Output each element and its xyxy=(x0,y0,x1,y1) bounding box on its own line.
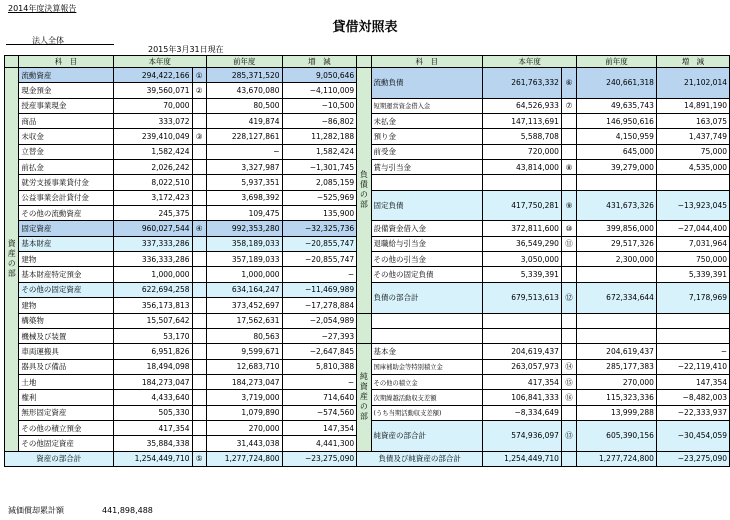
right-item-change: −22,333,937 xyxy=(656,405,729,420)
right-empty-cell xyxy=(561,328,576,343)
asset-change: −4,110,009 xyxy=(282,83,357,98)
asset-prior: − xyxy=(206,144,282,159)
right-item-name: 退職給与引当金 xyxy=(371,236,482,251)
asset-change: −86,802 xyxy=(282,114,357,129)
asset-name: 前払金 xyxy=(19,160,113,175)
asset-prior: 419,874 xyxy=(206,114,282,129)
right-item-change: −27,044,400 xyxy=(656,221,729,236)
right-item-current: 106,841,333 xyxy=(483,390,562,405)
asset-change: 4,441,300 xyxy=(282,436,357,451)
asset-current: 2,026,242 xyxy=(113,160,192,175)
asset-change: 1,582,424 xyxy=(282,144,357,159)
asset-mark: ④ xyxy=(192,221,206,236)
asset-name: その他の積立預金 xyxy=(19,420,113,435)
right-item-current: 679,513,613 xyxy=(483,282,562,313)
right-item-name: 賞与引当金 xyxy=(371,160,482,175)
right-item-prior: 39,279,000 xyxy=(577,160,657,175)
asset-mark: ① xyxy=(192,68,206,83)
asset-change: −20,855,747 xyxy=(282,252,357,267)
assets-side-label: 資産の部 xyxy=(5,68,19,452)
right-item-prior: 146,950,616 xyxy=(577,114,657,129)
grand-total-current: 1,254,449,710 xyxy=(483,451,562,466)
right-empty-cell xyxy=(483,175,562,190)
asset-mark xyxy=(192,390,206,405)
right-empty-cell xyxy=(371,175,482,190)
asset-change: 5,810,388 xyxy=(282,359,357,374)
asset-mark xyxy=(192,236,206,251)
right-item-mark: ⑫ xyxy=(561,282,576,313)
right-item-name: その他の固定負債 xyxy=(371,267,482,282)
asset-name: 権利 xyxy=(19,390,113,405)
right-item-change: 7,178,969 xyxy=(656,282,729,313)
asset-mark xyxy=(192,144,206,159)
asset-current: 417,354 xyxy=(113,420,192,435)
right-empty-cell xyxy=(577,175,657,190)
right-item-current: 204,619,437 xyxy=(483,344,562,359)
asset-prior: 80,500 xyxy=(206,98,282,113)
asset-current: 184,273,047 xyxy=(113,374,192,389)
right-item-prior: 204,619,437 xyxy=(577,344,657,359)
right-item-change: −8,482,003 xyxy=(656,390,729,405)
right-item-current: 574,936,097 xyxy=(483,420,562,451)
right-item-mark: ⑮ xyxy=(561,374,576,389)
header-item: 科 目 xyxy=(19,56,113,68)
asset-current: 8,022,510 xyxy=(113,175,192,190)
asset-name: 構築物 xyxy=(19,313,113,328)
asset-current: 333,072 xyxy=(113,114,192,129)
grand-total-change: −23,275,090 xyxy=(656,451,729,466)
right-item-name: 預り金 xyxy=(371,129,482,144)
asset-mark xyxy=(192,313,206,328)
asset-current: 18,494,098 xyxy=(113,359,192,374)
right-empty-cell xyxy=(371,313,482,328)
right-item-prior: 240,661,318 xyxy=(577,68,657,99)
right-item-mark xyxy=(561,252,576,267)
asset-name: 就労支援事業貸付金 xyxy=(19,175,113,190)
asset-name: 未収金 xyxy=(19,129,113,144)
right-item-name: 前受金 xyxy=(371,144,482,159)
asset-mark xyxy=(192,160,206,175)
header-spacer-right xyxy=(357,56,371,68)
right-item-mark: ⑨ xyxy=(561,190,576,221)
right-item-current: 5,339,391 xyxy=(483,267,562,282)
right-item-prior: 645,000 xyxy=(577,144,657,159)
right-item-name: 設備資金借入金 xyxy=(371,221,482,236)
asset-name: 建物 xyxy=(19,252,113,267)
right-item-mark xyxy=(561,144,576,159)
right-item-change: 21,102,014 xyxy=(656,68,729,99)
side-spacer xyxy=(357,313,371,344)
asset-prior: 43,670,080 xyxy=(206,83,282,98)
asset-name: 基本財産特定預金 xyxy=(19,267,113,282)
right-item-name: (うち当期活動収支差額) xyxy=(371,405,482,420)
right-item-name: その他の積立金 xyxy=(371,374,482,389)
right-item-change: 7,031,964 xyxy=(656,236,729,251)
entity-underline xyxy=(6,44,114,45)
right-empty-cell xyxy=(656,175,729,190)
balance-sheet-table xyxy=(4,55,730,467)
asset-change: −1,301,745 xyxy=(282,160,357,175)
asset-prior: 17,562,631 xyxy=(206,313,282,328)
right-item-prior: 49,635,743 xyxy=(577,98,657,113)
header-row xyxy=(5,56,730,68)
right-item-prior xyxy=(577,267,657,282)
right-empty-cell xyxy=(483,328,562,343)
right-item-name: 純資産の部合計 xyxy=(371,420,482,451)
right-item-name: その他の引当金 xyxy=(371,252,482,267)
asset-name: その他の固定資産 xyxy=(19,282,113,297)
right-item-mark: ⑥ xyxy=(561,68,576,99)
right-item-current: 720,000 xyxy=(483,144,562,159)
right-item-change: 163,075 xyxy=(656,114,729,129)
asset-mark xyxy=(192,267,206,282)
asset-name: 現金預金 xyxy=(19,83,113,98)
asset-mark xyxy=(192,298,206,313)
right-item-change: 750,000 xyxy=(656,252,729,267)
asset-current: 39,560,071 xyxy=(113,83,192,98)
right-item-change: 14,891,190 xyxy=(656,98,729,113)
right-item-name: 未払金 xyxy=(371,114,482,129)
right-empty-cell xyxy=(656,313,729,328)
right-item-prior: 270,000 xyxy=(577,374,657,389)
asset-name: 土地 xyxy=(19,374,113,389)
right-item-change: 4,535,000 xyxy=(656,160,729,175)
asset-current: 336,333,286 xyxy=(113,252,192,267)
page-title: 貸借対照表 xyxy=(332,20,398,35)
header-change: 増 減 xyxy=(282,56,357,68)
right-item-prior: 4,150,959 xyxy=(577,129,657,144)
right-empty-cell xyxy=(656,328,729,343)
right-item-prior: 431,673,326 xyxy=(577,190,657,221)
asset-prior: 228,127,861 xyxy=(206,129,282,144)
grand-total-name: 負債及び純資産の部合計 xyxy=(357,451,483,466)
asset-mark: ③ xyxy=(192,129,206,144)
asset-change: −525,969 xyxy=(282,190,357,205)
header-change-right: 増 減 xyxy=(656,56,729,68)
right-item-mark: ⑪ xyxy=(561,236,576,251)
asset-current: 35,884,338 xyxy=(113,436,192,451)
right-item-mark: ⑭ xyxy=(561,359,576,374)
asset-current: 70,000 xyxy=(113,98,192,113)
right-item-prior: 2,300,000 xyxy=(577,252,657,267)
right-item-change: −22,119,410 xyxy=(656,359,729,374)
asset-current: 356,173,813 xyxy=(113,298,192,313)
asset-current: 1,000,000 xyxy=(113,267,192,282)
right-item-name: 次期繰越活動収支差額 xyxy=(371,390,482,405)
asset-name: 授産事業現金 xyxy=(19,98,113,113)
asset-prior: 373,452,697 xyxy=(206,298,282,313)
header-prior-right: 前年度 xyxy=(577,56,657,68)
asset-prior: 1,079,890 xyxy=(206,405,282,420)
asset-current: 960,027,544 xyxy=(113,221,192,236)
asset-name: 公益事業会計貸付金 xyxy=(19,190,113,205)
right-item-prior: 399,856,000 xyxy=(577,221,657,236)
asset-mark xyxy=(192,359,206,374)
asset-change: 147,354 xyxy=(282,420,357,435)
asset-mark xyxy=(192,344,206,359)
totals-row xyxy=(5,451,730,466)
asset-name: その他固定資産 xyxy=(19,436,113,451)
assets-total-change: −23,275,090 xyxy=(282,451,357,466)
right-item-prior: 605,390,156 xyxy=(577,420,657,451)
asset-name: 機械及び装置 xyxy=(19,328,113,343)
asset-prior: 270,000 xyxy=(206,420,282,435)
asset-mark xyxy=(192,190,206,205)
right-item-change: − xyxy=(656,344,729,359)
asset-current: 15,507,642 xyxy=(113,313,192,328)
depreciation-value: 441,898,488 xyxy=(102,506,153,515)
right-empty-cell xyxy=(577,313,657,328)
asset-prior: 634,164,247 xyxy=(206,282,282,297)
asset-change: −2,647,845 xyxy=(282,344,357,359)
asset-prior: 3,698,392 xyxy=(206,190,282,205)
assets-total-prior: 1,277,724,800 xyxy=(206,451,282,466)
asset-mark xyxy=(192,206,206,221)
right-item-mark xyxy=(561,267,576,282)
right-item-name: 固定負債 xyxy=(371,190,482,221)
header-current: 本年度 xyxy=(113,56,206,68)
as-of-date: 2015年3月31日現在 xyxy=(148,45,224,54)
asset-change: −11,469,989 xyxy=(282,282,357,297)
asset-change: −20,855,747 xyxy=(282,236,357,251)
asset-current: 294,422,166 xyxy=(113,68,192,83)
asset-name: その他の流動資産 xyxy=(19,206,113,221)
asset-current: 505,330 xyxy=(113,405,192,420)
right-item-name: 負債の部合計 xyxy=(371,282,482,313)
asset-current: 3,172,423 xyxy=(113,190,192,205)
right-item-current: 64,526,933 xyxy=(483,98,562,113)
asset-current: 1,582,424 xyxy=(113,144,192,159)
asset-name: 車両運搬具 xyxy=(19,344,113,359)
header-spacer xyxy=(5,56,19,68)
right-item-current: 3,050,000 xyxy=(483,252,562,267)
right-item-name: 基本金 xyxy=(371,344,482,359)
asset-change: −10,500 xyxy=(282,98,357,113)
asset-change: − xyxy=(282,374,357,389)
right-item-mark xyxy=(561,129,576,144)
table-row xyxy=(5,344,730,359)
table-row xyxy=(5,313,730,328)
right-item-mark: ⑬ xyxy=(561,420,576,451)
asset-prior: 358,189,033 xyxy=(206,236,282,251)
asset-current: 6,951,826 xyxy=(113,344,192,359)
header-prior: 前年度 xyxy=(206,56,282,68)
entity-label: 法人全体 xyxy=(32,36,64,45)
right-empty-cell xyxy=(577,328,657,343)
right-item-prior: 672,334,644 xyxy=(577,282,657,313)
right-item-current: 5,588,708 xyxy=(483,129,562,144)
right-item-mark: ⑦ xyxy=(561,98,576,113)
right-item-change: −30,454,059 xyxy=(656,420,729,451)
right-item-mark xyxy=(561,405,576,420)
asset-mark xyxy=(192,282,206,297)
asset-mark xyxy=(192,436,206,451)
right-item-change: 5,339,391 xyxy=(656,267,729,282)
table-row xyxy=(5,68,730,83)
right-empty-cell xyxy=(561,313,576,328)
asset-name: 無形固定資産 xyxy=(19,405,113,420)
asset-current: 245,375 xyxy=(113,206,192,221)
asset-change: −32,325,736 xyxy=(282,221,357,236)
asset-change: 2,085,159 xyxy=(282,175,357,190)
header-current-right: 本年度 xyxy=(483,56,577,68)
asset-prior: 12,683,710 xyxy=(206,359,282,374)
right-item-prior: 285,177,383 xyxy=(577,359,657,374)
report-year-label: 2014年度決算報告 xyxy=(8,4,77,13)
asset-name: 建物 xyxy=(19,298,113,313)
right-item-name: 短期運営資金借入金 xyxy=(371,98,482,113)
asset-mark xyxy=(192,175,206,190)
asset-prior: 31,443,038 xyxy=(206,436,282,451)
right-item-mark: ⑩ xyxy=(561,221,576,236)
asset-current: 239,410,049 xyxy=(113,129,192,144)
asset-mark xyxy=(192,114,206,129)
asset-change: −574,560 xyxy=(282,405,357,420)
asset-prior: 5,937,351 xyxy=(206,175,282,190)
grand-total-prior: 1,277,724,800 xyxy=(577,451,657,466)
right-item-name: 流動負債 xyxy=(371,68,482,99)
right-item-mark xyxy=(561,114,576,129)
asset-name: 流動資産 xyxy=(19,68,113,83)
asset-prior: 1,000,000 xyxy=(206,267,282,282)
right-item-current: 263,057,973 xyxy=(483,359,562,374)
asset-prior: 3,719,000 xyxy=(206,390,282,405)
asset-prior: 80,563 xyxy=(206,328,282,343)
asset-mark xyxy=(192,420,206,435)
asset-prior: 184,273,047 xyxy=(206,374,282,389)
assets-total-current: 1,254,449,710 xyxy=(113,451,192,466)
asset-mark xyxy=(192,252,206,267)
right-item-current: 147,113,691 xyxy=(483,114,562,129)
net-assets-side-label: 純資産の部 xyxy=(357,344,371,451)
asset-prior: 109,475 xyxy=(206,206,282,221)
asset-prior: 357,189,033 xyxy=(206,252,282,267)
asset-mark xyxy=(192,328,206,343)
asset-change: 9,050,646 xyxy=(282,68,357,83)
liabilities-side-label: 負債の部 xyxy=(357,68,371,314)
right-item-current: 43,814,000 xyxy=(483,160,562,175)
asset-mark: ② xyxy=(192,83,206,98)
right-item-current: 417,354 xyxy=(483,374,562,389)
asset-current: 4,433,640 xyxy=(113,390,192,405)
right-item-mark: ⑯ xyxy=(561,390,576,405)
right-item-change: 75,000 xyxy=(656,144,729,159)
right-item-name: 国庫補助金等特別積立金 xyxy=(371,359,482,374)
asset-current: 53,170 xyxy=(113,328,192,343)
right-item-mark xyxy=(561,344,576,359)
right-empty-cell xyxy=(561,175,576,190)
right-item-current: 261,763,332 xyxy=(483,68,562,99)
asset-mark xyxy=(192,98,206,113)
depreciation-label: 減価償却累計額 xyxy=(8,506,64,515)
right-item-change: −13,923,045 xyxy=(656,190,729,221)
right-item-change: 1,437,749 xyxy=(656,129,729,144)
asset-mark xyxy=(192,405,206,420)
asset-prior: 9,599,671 xyxy=(206,344,282,359)
asset-change: 135,900 xyxy=(282,206,357,221)
asset-name: 立替金 xyxy=(19,144,113,159)
right-empty-cell xyxy=(483,313,562,328)
asset-name: 基本財産 xyxy=(19,236,113,251)
assets-total-name: 資産の部合計 xyxy=(5,451,114,466)
asset-name: 商品 xyxy=(19,114,113,129)
assets-total-mark: ⑤ xyxy=(192,451,206,466)
asset-prior: 992,353,280 xyxy=(206,221,282,236)
asset-prior: 3,327,987 xyxy=(206,160,282,175)
asset-change: 714,640 xyxy=(282,390,357,405)
right-item-change: 147,354 xyxy=(656,374,729,389)
asset-mark xyxy=(192,374,206,389)
right-item-current: −8,334,649 xyxy=(483,405,562,420)
asset-change: − xyxy=(282,267,357,282)
right-item-prior: 13,999,288 xyxy=(577,405,657,420)
right-item-current: 372,811,600 xyxy=(483,221,562,236)
asset-change: 11,282,188 xyxy=(282,129,357,144)
grand-total-mark xyxy=(561,451,576,466)
right-item-prior: 29,517,326 xyxy=(577,236,657,251)
depreciation-footer xyxy=(8,505,153,516)
asset-change: −27,393 xyxy=(282,328,357,343)
right-item-current: 36,549,290 xyxy=(483,236,562,251)
right-item-prior: 115,323,336 xyxy=(577,390,657,405)
asset-name: 固定資産 xyxy=(19,221,113,236)
right-item-current: 417,750,281 xyxy=(483,190,562,221)
asset-change: −17,278,884 xyxy=(282,298,357,313)
asset-change: −2,054,989 xyxy=(282,313,357,328)
asset-current: 622,694,258 xyxy=(113,282,192,297)
right-item-mark: ⑧ xyxy=(561,160,576,175)
right-empty-cell xyxy=(371,328,482,343)
asset-prior: 285,371,520 xyxy=(206,68,282,83)
asset-current: 337,333,286 xyxy=(113,236,192,251)
header-item-right: 科 目 xyxy=(371,56,482,68)
asset-name: 器具及び備品 xyxy=(19,359,113,374)
